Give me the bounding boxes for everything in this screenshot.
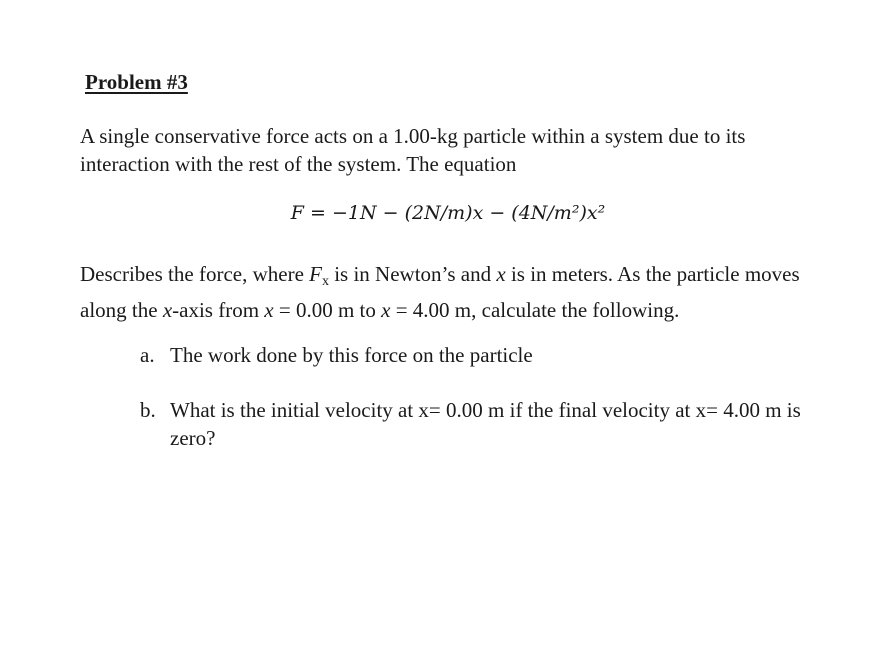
question-text: The work done by this force on the particle bbox=[170, 343, 533, 367]
desc-axis: -axis from bbox=[172, 298, 265, 322]
problem-intro: A single conservative force acts on a 1.00-kg particle within a system due to its interaction with the rest of the system. The equation bbox=[80, 124, 746, 176]
desc-mid: is in Newton’s and bbox=[328, 262, 497, 286]
list-item bbox=[140, 341, 820, 369]
list-marker: b. bbox=[140, 398, 156, 422]
problem-title: Problem #3 bbox=[85, 70, 188, 94]
desc-pre: Describes the force, where bbox=[80, 262, 310, 286]
desc-var-F: F bbox=[309, 262, 322, 286]
desc-x1-var: x bbox=[264, 298, 274, 322]
desc-axis-var: x bbox=[162, 298, 173, 322]
list-item bbox=[140, 396, 820, 452]
question-text: What is the initial velocity at x= 0.00 m if the final velocity at x= 4.00 m is zero? bbox=[170, 398, 801, 450]
question-b bbox=[140, 396, 820, 452]
desc-x2-var: x bbox=[381, 298, 391, 322]
desc-x1: = 0.00 m to bbox=[273, 298, 382, 322]
desc-x2: = 4.00 m, calculate the following. bbox=[390, 298, 680, 322]
desc-sub-x: x bbox=[321, 274, 329, 289]
question-a bbox=[140, 341, 820, 369]
force-equation: F = −1N − (2N/m)x − (4N/m²)x² bbox=[290, 202, 606, 224]
desc-var-x: x bbox=[496, 262, 506, 286]
problem-description bbox=[80, 260, 820, 324]
list-marker: a. bbox=[140, 343, 155, 367]
desc-post: is in meters. As the particle moves along the bbox=[80, 262, 800, 322]
